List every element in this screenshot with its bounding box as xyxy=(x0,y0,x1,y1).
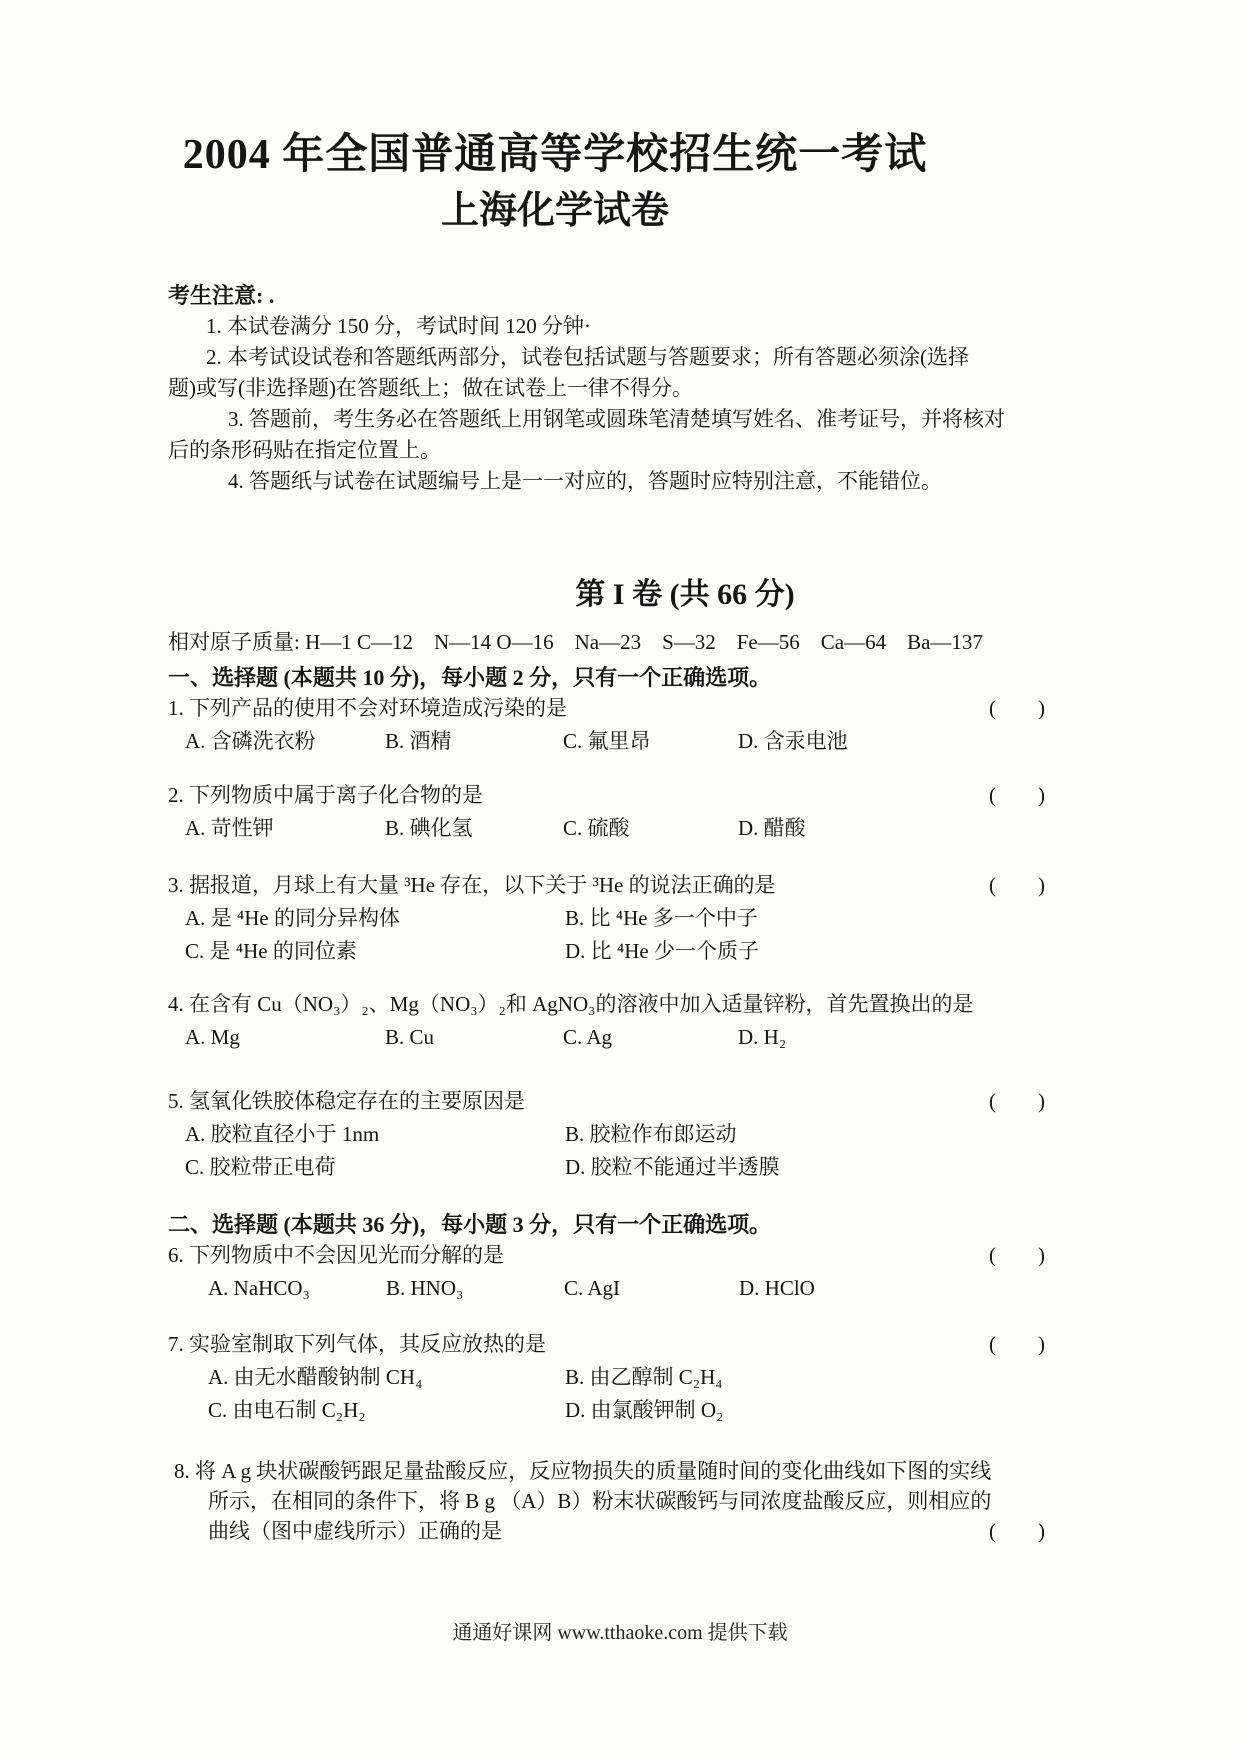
question-1-line xyxy=(168,693,1095,724)
option-a: A. 苛性钾 xyxy=(185,816,274,840)
question-8-line-3 xyxy=(168,1516,1095,1546)
notice-list xyxy=(168,311,1095,497)
question-4-line xyxy=(168,989,1095,1020)
question-7-text: 7. 实验室制取下列气体，其反应放热的是 xyxy=(168,1332,546,1356)
option-b: B. Cu xyxy=(385,1025,435,1049)
notice-item-3-line-2: 后的条形码贴在指定位置上。 xyxy=(168,438,441,462)
option-a: A. 含磷洗衣粉 xyxy=(185,729,316,753)
question-7-line xyxy=(168,1329,1095,1360)
footer-download-note: 通通好课网 www.tthaoke.com 提供下载 xyxy=(452,1622,788,1644)
atomic-mass-line: 相对原子质量: H—1 C—12 N—14 O—16 Na—23 S—32 Fe—56 Ca—64 Ba—137 xyxy=(168,630,983,654)
document-body xyxy=(168,280,1095,497)
question-8 xyxy=(168,1456,1095,1546)
option-b: B. 酒精 xyxy=(385,729,452,753)
question-2-line xyxy=(168,780,1095,811)
option-d: D. 比 ⁴He 少一个质子 xyxy=(565,939,759,963)
option-b: B. 胶粒作布郎运动 xyxy=(565,1122,737,1146)
answer-bracket: ( ) xyxy=(989,1519,1045,1543)
question-4-options xyxy=(168,1022,1095,1053)
question-8-line-1: 8. 将 A g 块状碳酸钙跟足量盐酸反应，反应物损失的质量随时间的变化曲线如下图的实线 xyxy=(174,1459,992,1483)
option-c: C. 是 ⁴He 的同位素 xyxy=(185,939,357,963)
option-a: A. 由无水醋酸钠制 CH₄ xyxy=(208,1365,423,1389)
answer-bracket: ( ) xyxy=(989,873,1045,897)
notice-item-2-line-2: 题)或写(非选择题)在答题纸上；做在试卷上一律不得分。 xyxy=(168,376,693,400)
option-a: A. Mg xyxy=(185,1025,240,1049)
option-d: D. 含汞电池 xyxy=(738,729,848,753)
answer-bracket: ( ) xyxy=(989,696,1045,720)
answer-bracket: ( ) xyxy=(989,1089,1045,1113)
question-3-line xyxy=(168,870,1095,901)
question-5-options-row-2 xyxy=(168,1152,1095,1183)
option-b: B. 由乙醇制 C₂H₄ xyxy=(565,1365,723,1389)
question-1-options xyxy=(168,726,1095,757)
question-4 xyxy=(168,989,1095,1053)
option-b: B. 比 ⁴He 多一个中子 xyxy=(565,906,758,930)
option-c: C. AgI xyxy=(564,1276,621,1300)
option-b: B. 碘化氢 xyxy=(385,816,473,840)
question-3-options-row-2 xyxy=(168,936,1095,967)
question-8-line-2: 所示，在相同的条件下，将 B g （A）B）粉末状碳酸钙与同浓度盐酸反应，则相应的 xyxy=(208,1489,992,1513)
notice-item-1: 1. 本试卷满分 150 分，考试时间 120 分钟· xyxy=(206,314,591,338)
question-4-text: 4. 在含有 Cu（NO₃）₂、Mg（NO₃）₂和 AgNO₃的溶液中加入适量锌粉，首先置换出的是 xyxy=(168,992,974,1016)
option-a: A. NaHCO₃ xyxy=(208,1276,310,1300)
answer-bracket: ( ) xyxy=(989,1243,1045,1267)
notice-item-4: 4. 答题纸与试卷在试题编号上是一一对应的，答题时应特别注意，不能错位。 xyxy=(228,469,942,493)
question-6-text: 6. 下列物质中不会因见光而分解的是 xyxy=(168,1243,504,1267)
question-8-text: 曲线（图中虚线所示）正确的是 xyxy=(208,1519,502,1543)
question-6-line xyxy=(168,1240,1095,1271)
answer-bracket: ( ) xyxy=(989,783,1045,807)
notice-heading: 考生注意: . xyxy=(168,283,275,308)
question-6 xyxy=(168,1240,1095,1304)
question-5-text: 5. 氢氧化铁胶体稳定存在的主要原因是 xyxy=(168,1089,525,1113)
option-d: D. H₂ xyxy=(738,1025,787,1049)
question-1-text: 1. 下列产品的使用不会对环境造成污染的是 xyxy=(168,696,567,720)
exam-title-line2: 上海化学试卷 xyxy=(440,190,669,232)
option-d: D. 由氯酸钾制 O₂ xyxy=(565,1398,724,1422)
option-a: A. 是 ⁴He 的同分异构体 xyxy=(185,906,400,930)
question-2-options xyxy=(168,813,1095,844)
section-1-body xyxy=(168,627,1095,1546)
question-2 xyxy=(168,780,1095,844)
option-c: C. 硫酸 xyxy=(563,816,630,840)
question-7 xyxy=(168,1329,1095,1426)
question-5-options-row-1 xyxy=(168,1119,1095,1150)
question-2-text: 2. 下列物质中属于离子化合物的是 xyxy=(168,783,483,807)
question-5 xyxy=(168,1086,1095,1183)
option-d: D. 胶粒不能通过半透膜 xyxy=(565,1155,780,1179)
option-c: C. 氟里昂 xyxy=(563,729,651,753)
document-header xyxy=(0,130,1110,234)
option-d: D. HClO xyxy=(739,1276,815,1300)
part-1-header: 一、选择题 (本题共 10 分)，每小题 2 分，只有一个正确选项。 xyxy=(168,665,772,690)
question-7-options-row-1 xyxy=(168,1362,1095,1393)
question-5-line xyxy=(168,1086,1095,1117)
exam-title-line1: 2004 年全国普通高等学校招生统一考试 xyxy=(182,132,928,178)
question-3-text: 3. 据报道，月球上有大量 ³He 存在，以下关于 ³He 的说法正确的是 xyxy=(168,873,776,897)
option-c: C. Ag xyxy=(563,1025,613,1049)
part-2-header: 二、选择题 (本题共 36 分)，每小题 3 分，只有一个正确选项。 xyxy=(168,1212,772,1237)
question-3 xyxy=(168,870,1095,967)
option-b: B. HNO₃ xyxy=(386,1276,464,1300)
option-a: A. 胶粒直径小于 1nm xyxy=(185,1122,380,1146)
option-c: C. 由电石制 C₂H₂ xyxy=(208,1398,366,1422)
section-1-header: 第 I 卷 (共 66 分) xyxy=(575,578,795,611)
question-3-options-row-1 xyxy=(168,903,1095,934)
notice-item-3-line-1: 3. 答题前，考生务必在答题纸上用钢笔或圆珠笔清楚填写姓名、准考证号，并将核对 xyxy=(228,407,1005,431)
notice-item-2-line-1: 2. 本考试设试卷和答题纸两部分，试卷包括试题与答题要求；所有答题必须涂(选择 xyxy=(206,345,969,369)
question-7-options-row-2 xyxy=(168,1395,1095,1426)
option-d: D. 醋酸 xyxy=(738,816,806,840)
question-6-options xyxy=(168,1273,1095,1304)
option-c: C. 胶粒带正电荷 xyxy=(185,1155,336,1179)
answer-bracket: ( ) xyxy=(989,1332,1045,1356)
question-1 xyxy=(168,693,1095,757)
